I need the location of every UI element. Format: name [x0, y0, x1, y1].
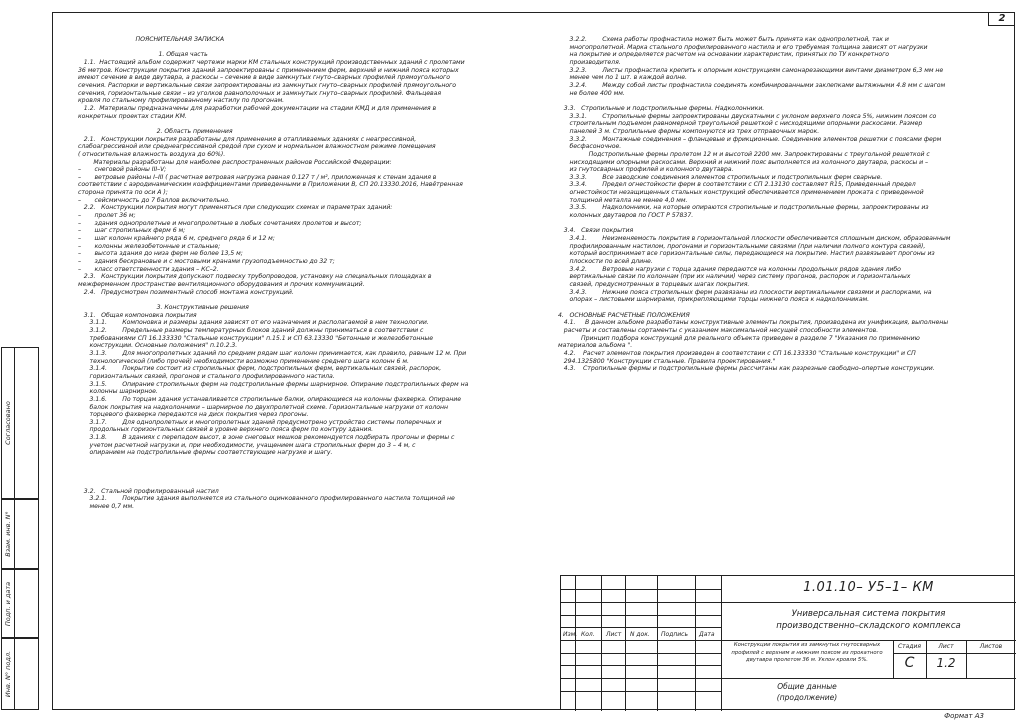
- section-subtitle: (продолжение): [776, 693, 838, 702]
- note-line: на покрытие и определяется расчетом на основании характеристик, принятых по ТУ конкретного: [558, 51, 890, 59]
- note-line: 3.1.3. Для многопролетных зданий по средним рядам шаг колонн принимается, как правило, равным 12 м. При: [78, 349, 467, 357]
- note-line: слабоагрессивной или среднеагрессивной средой при сухом и нормальном влажностном режиме помещения: [78, 143, 436, 151]
- note-line: 4. ОСНОВНЫЕ РАСЧЕТНЫЕ ПОЛОЖЕНИЯ: [558, 311, 690, 319]
- note-column-left: [78, 36, 488, 511]
- col-header-qty: Кол.: [581, 631, 595, 638]
- note-line: 3.1.1. Компоновка и размеры здания зависят от его назначения и располагаемой в нем технологии.: [78, 319, 429, 327]
- note-line: 2.4. Предусмотрен позиментный способ монтажа конструкций.: [78, 288, 294, 296]
- col-header-date: Дата: [699, 631, 715, 638]
- note-line: материалов альбома ".: [558, 342, 633, 350]
- note-line: опиранием на подстропильные фермы соответствующие нагрузке и шагу.: [78, 449, 333, 457]
- project-name-1: Универсальная система покрытия: [791, 609, 946, 619]
- note-line: 3.2.4. Между собой листы профнастила соединять комбинированными заклепками вытяжными 4.8 мм с шагом: [558, 81, 946, 89]
- note-line: 36 метров. Конструкции покрытия зданий запроектированы с применением ферм, верхний и нижний пояса которых: [78, 66, 459, 74]
- note-line: 3.3.1. Стропильные фермы запроектированы двускатными с уклоном верхнего пояса 5%, нижним поясом со: [558, 112, 937, 120]
- note-line: 4.3. Стропильные фермы и подстропильные фермы рассчитаны как разрезные свободно–опертые конструкции.: [558, 365, 935, 373]
- note-line: 3.1.4. Покрытие состоит из стропильных ферм, подстропильных ферм, вертикальных связей, распорок,: [78, 365, 442, 373]
- note-line: 1.2. Материалы предназначены для разработки рабочей документации на стадии КМД и для применения в: [78, 104, 437, 112]
- note-line: конкретных проектах стадии КМ.: [78, 112, 187, 120]
- note-line: – сейсмичность до 7 баллов включительно.: [78, 196, 230, 204]
- sheet-value: 1.2: [936, 656, 956, 670]
- note-line: – класс ответственности здания – КС–2.: [78, 265, 219, 273]
- sheets-label: Листов: [979, 643, 1003, 650]
- note-line: вертикальные связи по колоннам (при их наличии) через систему прогонов, распорок и горизонтальных: [558, 273, 911, 281]
- note-line: 1. Общая часть: [78, 51, 208, 59]
- note-line: [558, 97, 973, 105]
- note-line: – шаг стропильных ферм 6 м;: [78, 227, 186, 235]
- stamp-sign-date: [1, 569, 39, 638]
- note-line: – снеговой районы III–V;: [78, 166, 167, 174]
- note-line: связей, предусмотренных в торцевых шагах покрытия.: [558, 281, 750, 288]
- note-line: ПОЯСНИТЕЛЬНАЯ ЗАПИСКА: [78, 36, 225, 43]
- note-line: профилированным настилом, прогонами и горизонтальными связями (при наличии полного контура связей),: [558, 242, 926, 250]
- note-line: 3.2.3. Листы профнастила крепить к опорным конструкциям самонарезающими винтами диаметром 6,3 мм не: [558, 66, 944, 74]
- note-line: из гнутосварных профилей и колонного двутавра.: [558, 166, 734, 174]
- note-line: 3.4.1. Неизменяемость покрытия в горизонтальной плоскости обеспечивается сплошным диском, образованным: [558, 235, 951, 243]
- format-label: Формат А3: [944, 712, 984, 720]
- note-line: нисходящими опорными раскосами. Верхний и нижний пояс выполняется из колонного двутавра, раскосы и –: [558, 158, 929, 166]
- note-line: – шаг колонн крайнего ряда 6 м, среднего ряда 6 и 12 м;: [78, 235, 275, 243]
- note-line: межферменном пространстве вентиляционного оборудования и прочих коммуникаций.: [78, 281, 365, 288]
- col-header-signature: Подпись: [661, 631, 688, 638]
- note-line: 3.3. Стропильные и подстропильные фермы. Надколонники.: [558, 104, 765, 112]
- note-line: 3. Конструктивные решения: [78, 303, 249, 311]
- note-line: многопролетной. Марка стального профилированного настила и его требуемая толщина зависят от нагрузки: [558, 43, 928, 51]
- note-line: менее 0,7 мм.: [78, 503, 135, 511]
- note-line: строительным подъемом равномерной треугольной решеткой с нисходящими опорными раскосами. Размер: [558, 120, 923, 128]
- note-line: [78, 457, 488, 465]
- note-line: который воспринимает все горизонтальные силы, передающиеся на покрытие. Настил развязывает прогоны из: [558, 250, 935, 258]
- note-line: 4.2. Расчет элементов покрытия произведен в соответствии с СП 16.133330 "Стальные конструкции" и СП: [558, 349, 916, 357]
- stage-value: С: [904, 655, 915, 671]
- note-line: сторона принята по оси А );: [78, 189, 168, 197]
- note-line: продольных горизонтальных связей в уровне верхнего пояса ферм по контуру здания.: [78, 426, 374, 434]
- note-line: 3.3.4. Предел огнестойкости ферм в соответствии с СП 2.13130 составляет R15, Приведенный предел: [558, 181, 916, 189]
- stamp-inventory-label: Инв. N° подл.: [4, 650, 12, 698]
- note-line: 294.1325800 "Конструкции стальные. Правила проектирования.": [558, 357, 776, 365]
- note-line: 3.3.2. Монтажные соединения – фланцевые и фрикционные. Соединение элементов решетки с поясами ферм: [558, 135, 942, 143]
- note-line: огнестойкости незащищенных стальных конструкций обеспечивается применением проката с приведенной: [558, 189, 924, 197]
- note-line: бесфасоночное.: [558, 143, 622, 151]
- stamp-inventory: [1, 638, 39, 710]
- note-line: плоскости по всей длине.: [558, 258, 653, 266]
- section-title: Общие данные: [777, 682, 837, 691]
- note-line: [558, 220, 973, 228]
- sheet-description: Конструкции покрытия из замкнутых гнутосварных профилей с верхним и нижним поясом из прокатного двутавра пролетом 36 м. Уклон кровли 5%.: [731, 642, 883, 663]
- note-line: сечения. Распорки и вертикальные связи запроектированы из замкнутых гнуто–сварных профилей прямоугольного: [78, 81, 456, 89]
- note-line: [78, 120, 488, 128]
- note-line: опорах – листовыми шарнирами, прикрепляющими торцы нижнего пояса к надколонникам.: [558, 296, 870, 304]
- note-line: 3.4.2. Ветровые нагрузки с торца здания передаются на колонны продольных рядов здания либо: [558, 265, 901, 273]
- note-line: 2.1. Конструкции покрытия разработаны для применения в отапливаемых зданиях с неагрессивной,: [78, 135, 417, 143]
- note-line: не более 400 мм.: [558, 89, 625, 97]
- note-line: колонных двутавров по ГОСТ Р 57837.: [558, 212, 694, 220]
- note-line: толщиной металла не менее 4,0 мм.: [558, 196, 688, 204]
- note-line: требованиями СП 16.133330 "Стальные конструкции" п.15.1 и СП 63.13330 "Бетонные и железобетонные: [78, 334, 433, 342]
- note-line: производителя.: [558, 58, 621, 66]
- note-line: панелей 3 м. Стропильные фермы компонуются из трех отправочных марок.: [558, 127, 820, 135]
- stamp-replacement: [1, 499, 39, 569]
- col-header-change: Изм.: [563, 631, 578, 638]
- note-line: 2. Область применения: [78, 127, 233, 135]
- note-line: – здания однопролетные и многопролетные в любых сочетаниях пролетов и высот;: [78, 219, 362, 227]
- note-line: Подстропильные фермы пролетом 12 м и высотой 2200 мм. Запроектированы с треугольной решеткой с: [558, 150, 930, 158]
- stamp-sign-date-label: Подп. и дата: [4, 581, 12, 626]
- stamp-replacement-label: Взам. инв. N°: [4, 511, 12, 557]
- note-line: – высота здания до низа ферм не более 13,5 м;: [78, 250, 243, 258]
- note-line: 3.3.5. Надколонники, на которые опираются стропильные и подстропильные фермы, запроектированы из: [558, 204, 929, 212]
- project-name-2: производственно–складского комплекса: [776, 621, 961, 631]
- col-header-sheet: Лист: [606, 631, 622, 638]
- note-line: – колонны железобетонные и стальные;: [78, 242, 221, 250]
- note-line: имеют сечение в виде двутавра, а раскосы – сечение в виде замкнутых гнуто–сварных профилей прямоугольного: [78, 74, 450, 82]
- note-line: – пролет 36 м;: [78, 212, 136, 220]
- sheet-number: 2: [988, 12, 1015, 26]
- note-line: [78, 465, 488, 473]
- note-line: 3.2.1. Покрытие здания выполняется из стального оцинкованного профилированного настила толщиной не: [78, 495, 455, 503]
- note-line: торцевого фахверка передаются на диск покрытия через прогоны.: [78, 411, 309, 419]
- note-line: менее чем по 1 шт. в каждой волне.: [558, 74, 687, 82]
- note-line: Принцип подбора конструкций для реального объекта приведен в разделе 7 "Указания по применению: [558, 334, 920, 342]
- note-line: соответствии с аэродинамическим коэффициентами приведенными в Приложении В, СП 20.13330.2016, Навётренная: [78, 181, 463, 189]
- note-line: Материалы разработаны для наиболее распространенных районов Российской Федерации:: [78, 158, 392, 166]
- note-line: [558, 304, 973, 312]
- note-line: 3.4.3. Нижние пояса стропильных ферм развязаны из плоскости вертикальными связями и распорками, на: [558, 288, 932, 296]
- stamp-agreed-label: Согласовано: [4, 401, 12, 445]
- note-line: [78, 472, 488, 480]
- note-line: 3.1.6. По торцам здания устанавливается стропильные балки, опирающиеся на колонны фахверка. Опирание: [78, 395, 461, 403]
- note-line: 3.3.3. Все заводские соединения элементов стропильных и подстропильных ферм сварные.: [558, 173, 883, 181]
- note-line: [78, 480, 488, 488]
- stamp-agreed: [1, 347, 39, 499]
- note-line: 3.1.7. Для однопролетных и многопролетных зданий предусмотрено устройство системы поперечных и: [78, 418, 442, 426]
- col-header-doc: N док.: [630, 631, 650, 638]
- title-block: [560, 575, 1015, 710]
- note-line: технологической (либо прочей) необходимости возможно применение среднего шага колонн 6 м.: [78, 357, 409, 365]
- note-line: 3.2.2. Схема работы профнастила может быть может быть принята как однопролетной, так и: [558, 36, 889, 43]
- note-line: 3.4. Связи покрытия: [558, 227, 634, 235]
- note-line: – здания бескрановые и с мостовыми кранами грузоподъемностью до 32 т;: [78, 258, 335, 266]
- note-line: 2.3. Конструкции покрытия допускают подвеску трубопроводов, установку на специальных площадках в: [78, 273, 432, 281]
- note-line: 1.1. Настоящий альбом содержит чертежи марки КМ стальных конструкций производственных зданий с пролетами: [78, 58, 465, 66]
- note-line: горизонтальных связей, прогонов и стального профилированного настила.: [78, 372, 335, 380]
- stage-label: Стадия: [897, 643, 922, 650]
- note-line: учетом расчетной нагрузки и, при необходимости, учащением шага стропильных ферм до 3 – 4 м, с: [78, 441, 416, 449]
- document-code: 1.01.10– У5–1– КМ: [803, 580, 934, 595]
- note-line: 3.1.5. Опирание стропильных ферм на подстропильные фермы шарнирное. Опирание подстропильных ферм на: [78, 380, 469, 388]
- note-line: расчеты и составлены сортаменты с указанием максимальной несущей способности элементов.: [558, 326, 879, 334]
- note-line: 3.2. Стальной профилированный настил: [78, 487, 219, 495]
- sheet-label: Лист: [938, 643, 954, 650]
- note-line: 4.1. В данном альбоме разработаны конструктивные элементы покрытия, производена их унификация, выполнены: [558, 319, 949, 327]
- note-line: кровля по стальному профилированному настилу по прогонам.: [78, 97, 285, 105]
- note-line: 3.1.8. В зданиях с перепадом высот, в зоне снеговых мешков рекомендуется подбирать прогоны и фермы с: [78, 434, 455, 442]
- note-line: 2.2. Конструкции покрытия могут применяться при следующих схемах и параметрах зданий:: [78, 204, 393, 212]
- note-line: сечения, горизонтальные связи – из уголков равнополочных и замкнутых гнуто–сварных профилей. Фальцевая: [78, 89, 442, 97]
- note-line: 3.1. Общая компоновка покрытия: [78, 311, 197, 319]
- note-line: [78, 296, 488, 304]
- note-line: конструкции. Основные положения" п.10.2.3.: [78, 342, 238, 350]
- note-line: – ветровые районы I–III ( расчетная ветровая нагрузка равная 0.127 т / м², приложенная к стенам здания в: [78, 173, 437, 181]
- note-column-right: [558, 36, 973, 373]
- note-line: 3.1.2. Предельные размеры температурных блоков зданий должны приниматься в соответствии с: [78, 326, 424, 334]
- note-line: колонны шарнирное.: [78, 388, 158, 396]
- note-line: ( относительная влажность воздуха до 60%).: [78, 150, 226, 158]
- note-line: балок покрытия на надколонники – шарнирное по двухпролетной схеме. Горизонтальные нагрузки от колонн: [78, 403, 449, 411]
